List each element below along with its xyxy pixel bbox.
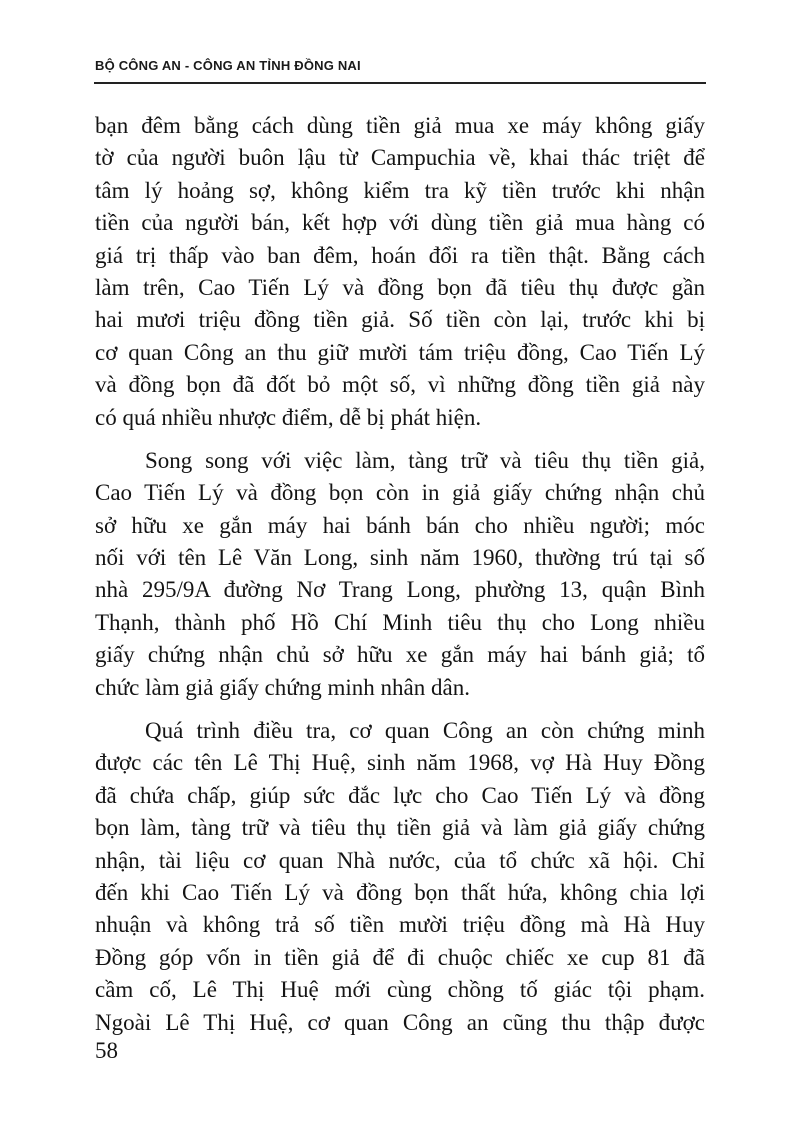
text-line: nối với tên Lê Văn Long, sinh năm 1960, thường trú tại số (95, 545, 705, 571)
text-line: đã chứa chấp, giúp sức đắc lực cho Cao Tiến Lý và đồng (95, 782, 705, 808)
text-line: hai mươi triệu đồng tiền giả. Số tiền còn lại, trước khi bị (95, 307, 705, 333)
text-line: làm trên, Cao Tiến Lý và đồng bọn đã tiêu thụ được gần (95, 274, 705, 300)
text-line: nhuận và không trả số tiền mười triệu đồng mà Hà Huy (95, 912, 705, 938)
page-number: 58 (95, 1038, 118, 1063)
text-line: được các tên Lê Thị Huệ, sinh năm 1968, vợ Hà Huy Đồng (95, 750, 705, 776)
text-line: đến khi Cao Tiến Lý và đồng bọn thất hứa, không chia lợi (95, 879, 705, 905)
text-line: tiền của người bán, kết hợp với dùng tiền giả mua hàng có (95, 210, 705, 236)
text-line: nhà 295/9A đường Nơ Trang Long, phường 13, quận Bình (95, 577, 705, 603)
text-line: Đồng góp vốn in tiền giả để đi chuộc chiếc xe cup 81 đã (95, 944, 705, 970)
header-rule (94, 82, 706, 84)
text-line: cầm cố, Lê Thị Huệ mới cùng chồng tố giác tội phạm. (95, 977, 705, 1003)
text-line: Quá trình điều tra, cơ quan Công an còn chứng minh (145, 718, 705, 744)
body-text (95, 110, 705, 1039)
text-line: Thạnh, thành phố Hồ Chí Minh tiêu thụ cho Long nhiều (95, 609, 705, 635)
paragraph-1 (95, 110, 705, 434)
text-line: giá trị thấp vào ban đêm, hoán đổi ra tiền thật. Bằng cách (95, 242, 705, 268)
text-line: Song song với việc làm, tàng trữ và tiêu thụ tiền giả, (145, 447, 705, 473)
text-line: giấy chứng nhận chủ sở hữu xe gắn máy hai bánh giả; tổ (95, 642, 705, 668)
text-line: nhận, tài liệu cơ quan Nhà nước, của tổ chức xã hội. Chỉ (95, 847, 705, 873)
text-line: tâm lý hoảng sợ, không kiểm tra kỹ tiền trước khi nhận (95, 177, 705, 203)
text-line: cơ quan Công an thu giữ mười tám triệu đồng, Cao Tiến Lý (95, 339, 705, 365)
text-line: có quá nhiều nhược điểm, dễ bị phát hiện. (95, 404, 482, 430)
text-line: Ngoài Lê Thị Huệ, cơ quan Công an cũng thu thập được (95, 1009, 705, 1035)
text-line: bạn đêm bằng cách dùng tiền giả mua xe máy không giấy (95, 113, 705, 138)
running-header: BỘ CÔNG AN - CÔNG AN TỈNH ĐỒNG NAI (95, 58, 361, 73)
text-line: bọn làm, tàng trữ và tiêu thụ tiền giả và làm giả giấy chứng (95, 815, 705, 841)
text-line: sở hữu xe gắn máy hai bánh bán cho nhiều người; móc (95, 512, 705, 538)
text-line: chức làm giả giấy chứng minh nhân dân. (95, 674, 470, 700)
text-line: Cao Tiến Lý và đồng bọn còn in giả giấy chứng nhận chủ (95, 480, 705, 506)
paragraph-3 (95, 715, 705, 1039)
text-line: và đồng bọn đã đốt bỏ một số, vì những đồng tiền giả này (95, 372, 705, 398)
paragraph-2 (95, 445, 705, 704)
text-line: tờ của người buôn lậu từ Campuchia về, khai thác triệt để (95, 145, 705, 171)
